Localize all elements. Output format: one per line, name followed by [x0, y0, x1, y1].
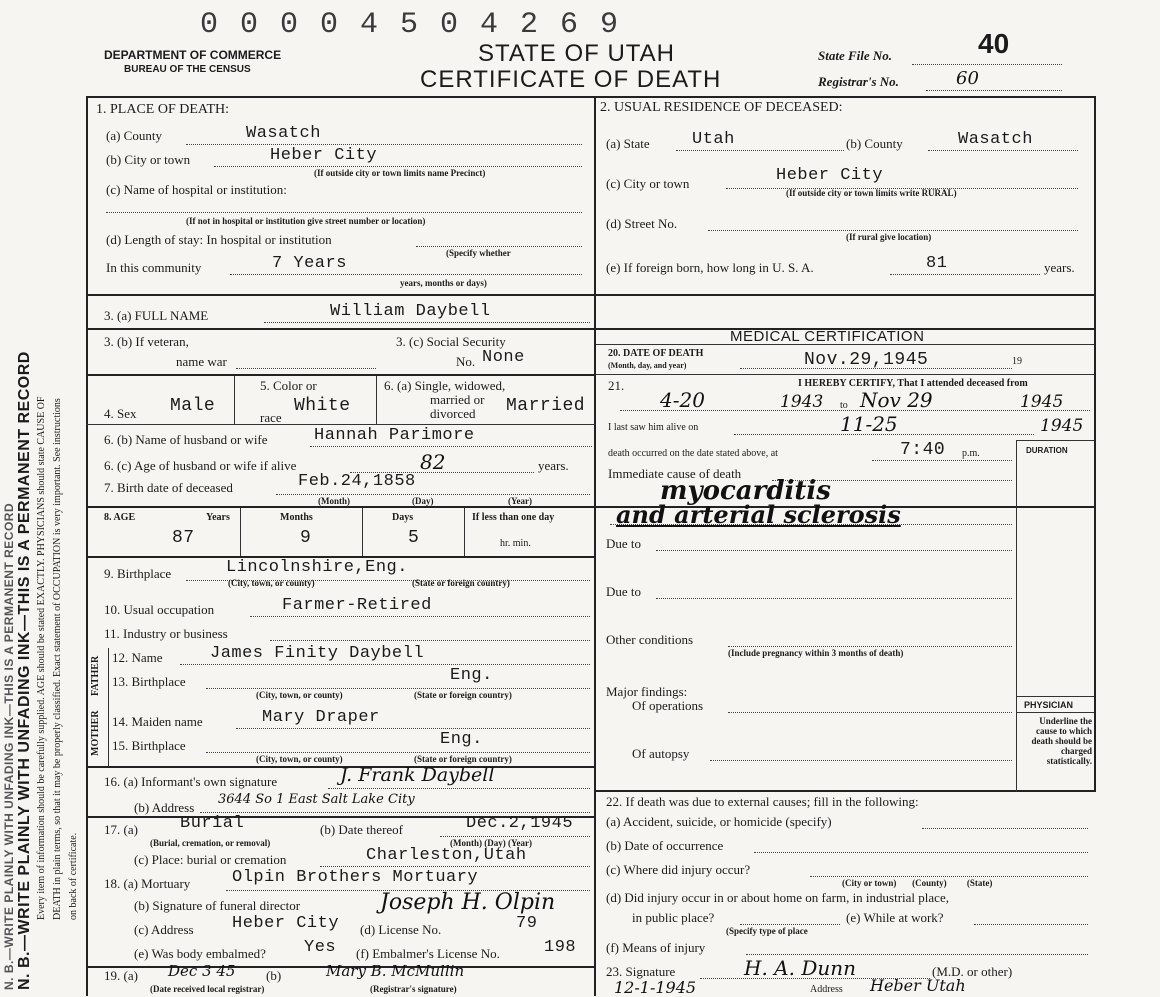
burial-date-label: (b) Date thereof — [320, 822, 404, 837]
received-value: Dec 3 45 — [168, 962, 236, 980]
res-city-label: (c) City or town — [606, 176, 690, 191]
sex-value: Male — [170, 396, 216, 416]
director-label: (b) Signature of funeral director — [134, 898, 301, 913]
informant-sig-label: 16. (a) Informant's own signature — [104, 774, 278, 789]
external-c: (c) Where did injury occur? — [606, 862, 751, 877]
hospital-note: (If not in hospital or institution give street number or location) — [186, 216, 426, 226]
margin-note-nb-1: N. B.—WRITE PLAINLY WITH UNFADING INK—THIS IS A PERMANENT RECORD — [2, 502, 16, 990]
hospital-line — [106, 212, 582, 213]
age-years: 87 — [172, 528, 195, 548]
county-label: (a) County — [106, 128, 162, 143]
mother-birthplace-line — [206, 752, 590, 753]
race-label: race — [260, 410, 282, 425]
color-label: 5. Color or — [260, 378, 317, 393]
frame-right — [1094, 96, 1096, 791]
frame-left — [86, 96, 88, 996]
physician-top — [1016, 696, 1094, 697]
burial-place-label: (c) Place: burial or cremation — [134, 852, 287, 867]
external-e-line — [974, 924, 1088, 925]
stay-label: (d) Length of stay: In hospital or institution — [106, 232, 332, 247]
row-divider-1 — [86, 294, 1096, 296]
last-saw-label: I last saw him alive on — [608, 422, 699, 433]
serial-number: 0 0 0 0 4 5 0 4 2 6 9 — [200, 8, 621, 42]
due-to-2-line — [656, 598, 1012, 599]
physician-sig-label: 23. Signature — [606, 964, 676, 979]
mortuary-addr-label: (c) Address — [134, 922, 194, 937]
burial-value: Burial — [180, 814, 245, 833]
embalmed-label: (e) Was body embalmed? — [134, 946, 266, 961]
birthplace-city-note: (City, town, or county) — [228, 578, 315, 588]
attended-from-year: 1943 — [780, 392, 824, 412]
father-bp-city-note: (City, town, or county) — [256, 690, 343, 700]
community-label: In this community — [106, 260, 202, 275]
mortuary-value: Olpin Brothers Mortuary — [232, 868, 479, 887]
war-label: name war — [176, 354, 227, 369]
external-d: (d) Did injury occur in or about home on farm, in industrial place, — [606, 890, 949, 905]
mother-birthplace-label: 15. Birthplace — [112, 738, 186, 753]
physician-date: 12-1-1945 — [614, 978, 697, 997]
county-value: Wasatch — [246, 124, 321, 143]
mother-name-value: Mary Draper — [262, 708, 380, 727]
registrar-sig-label: (b) — [266, 968, 282, 983]
external-d-note: (Specify type of place — [726, 926, 808, 936]
frame-center — [594, 96, 596, 996]
margin-note-1: Every item of information should be carefully supplied. AGE should be stated EXACTLY. PHYSICIANS should state CAUSE OF — [36, 396, 47, 920]
birthplace-label: 9. Birthplace — [104, 566, 172, 581]
stay-line — [416, 246, 582, 247]
external-d2-line — [740, 924, 840, 925]
veteran-label: 3. (b) If veteran, — [104, 334, 189, 349]
res-state-value: Utah — [692, 130, 735, 149]
full-name-value: William Daybell — [330, 302, 491, 321]
physician-note: Underline the cause to which death should be charged statistically. — [1031, 716, 1092, 766]
external-heading: 22. If death was due to external causes; fill in the following: — [606, 794, 919, 809]
received-label: 19. (a) — [104, 968, 138, 983]
row-divider-dod — [596, 374, 1094, 375]
ss-value: None — [482, 348, 525, 367]
burial-place-line — [320, 866, 590, 867]
operations-line — [728, 712, 1012, 713]
dod-label: 20. DATE OF DEATH — [608, 348, 704, 359]
father-side-label: FATHER — [90, 655, 101, 696]
registrar-no-line — [926, 90, 1062, 91]
res-city-note: (If outside city or town limits write RURAL) — [786, 188, 957, 198]
state-file-line — [912, 64, 1062, 65]
external-c-line — [810, 876, 1088, 877]
age-div-3 — [464, 508, 465, 556]
parents-bracket — [108, 648, 109, 766]
occupation-label: 10. Usual occupation — [104, 602, 215, 617]
father-name-label: 12. Name — [112, 650, 163, 665]
bureau-label: BUREAU OF THE CENSUS — [124, 64, 251, 75]
certificate-title: CERTIFICATE OF DEATH — [420, 66, 722, 93]
marital-value: Married — [506, 396, 586, 416]
duration-col — [1016, 440, 1017, 792]
mother-side-label: MOTHER — [90, 710, 101, 756]
color-divider — [376, 376, 377, 424]
certify-num: 21. — [608, 378, 625, 393]
birthdate-line — [276, 494, 590, 495]
external-c-note: (City or town) (County) (State) — [842, 878, 993, 888]
due-to-1-line — [656, 550, 1012, 551]
age-lessday-header: If less than one day — [472, 512, 555, 523]
dod-note: (Month, day, and year) — [608, 361, 687, 370]
birthdate-value: Feb.24,1858 — [298, 472, 416, 491]
father-birthplace-value: Eng. — [450, 666, 493, 685]
embalmer-license-label: (f) Embalmer's License No. — [356, 946, 500, 961]
spouse-age-value: 82 — [420, 450, 446, 474]
physician-addr-label: Address — [810, 984, 843, 995]
license-value: 79 — [516, 914, 538, 933]
age-years-header: Years — [206, 512, 230, 523]
registrar-no-label: Registrar's No. — [818, 74, 899, 89]
row-divider-external — [596, 790, 1096, 792]
dod-19: 19 — [1012, 356, 1022, 367]
city-value: Heber City — [270, 146, 378, 165]
war-line — [236, 368, 376, 369]
burial-date-value: Dec.2,1945 — [466, 814, 574, 833]
marital-label-1: 6. (a) Single, widowed, — [384, 378, 506, 393]
mortuary-addr-value: Heber City — [232, 914, 340, 933]
industry-line — [270, 640, 590, 641]
occurred-line — [872, 460, 1012, 461]
external-f: (f) Means of injury — [606, 940, 706, 955]
year-note: (Year) — [508, 496, 532, 506]
res-foreign-value: 81 — [926, 254, 948, 273]
occupation-value: Farmer-Retired — [282, 596, 432, 615]
full-name-label: 3. (a) FULL NAME — [104, 308, 209, 323]
external-e: (e) While at work? — [846, 910, 944, 925]
race-value: White — [294, 396, 351, 416]
sex-label: 4. Sex — [104, 406, 137, 421]
external-a: (a) Accident, suicide, or homicide (specify) — [606, 814, 832, 829]
res-state-line — [676, 150, 844, 151]
physician-header: PHYSICIAN — [1024, 700, 1074, 710]
other-conditions-note: (Include pregnancy within 3 months of death) — [728, 648, 904, 658]
informant-addr-value: 3644 So 1 East Salt Lake City — [218, 792, 415, 807]
res-county-value: Wasatch — [958, 130, 1033, 149]
other-conditions-label: Other conditions — [606, 632, 694, 647]
margin-note-3: on back of certificate. — [68, 832, 79, 920]
specify-note: (Specify whether — [446, 248, 511, 258]
embalmed-value: Yes — [304, 938, 337, 957]
community-line — [230, 274, 582, 275]
sex-divider — [234, 376, 235, 424]
birthdate-label: 7. Birth date of deceased — [104, 480, 233, 495]
death-time: 7:40 — [900, 440, 946, 460]
res-county-line — [928, 150, 1078, 151]
attended-to-year: 1945 — [1020, 392, 1064, 412]
due-to-2-label: Due to — [606, 584, 642, 599]
license-label: (d) License No. — [360, 922, 442, 937]
father-bp-state-note: (State or foreign country) — [414, 690, 512, 700]
medical-heading: MEDICAL CERTIFICATION — [730, 328, 925, 345]
received-note: (Date received local registrar) — [150, 984, 265, 994]
dod-value: Nov.29,1945 — [804, 350, 929, 370]
dept-label: DEPARTMENT OF COMMERCE — [104, 48, 282, 62]
last-saw-year: 1945 — [1040, 416, 1084, 436]
marital-label-3: divorced — [430, 406, 476, 421]
other-conditions-line — [728, 646, 1012, 647]
occupation-line — [250, 616, 590, 617]
director-signature: Joseph H. Olpin — [380, 890, 556, 915]
duration-header: DURATION — [1026, 446, 1068, 455]
res-foreign-label: (e) If foreign born, how long in U. S. A. — [606, 260, 814, 275]
res-street-line — [708, 230, 1078, 231]
age-div-2 — [362, 508, 363, 556]
state-file-value: 40 — [978, 28, 1010, 59]
registrar-signature: Mary B. McMullin — [326, 962, 465, 980]
place-of-death-heading: 1. PLACE OF DEATH: — [96, 102, 230, 117]
mother-name-line — [236, 728, 590, 729]
external-b-line — [754, 852, 1088, 853]
hr-min: hr. min. — [500, 538, 531, 549]
burial-num: 17. (a) — [104, 822, 138, 837]
cause-line-1: myocarditis — [660, 476, 831, 506]
month-note: (Month) — [318, 496, 350, 506]
state-file-label: State File No. — [818, 48, 893, 63]
burial-date-note: (Month) (Day) (Year) — [450, 838, 532, 848]
burial-date-line — [440, 836, 590, 837]
registrar-sig-note: (Registrar's signature) — [370, 984, 457, 994]
row-divider-name — [86, 328, 1096, 330]
res-foreign-line — [890, 274, 1040, 275]
age-months: 9 — [300, 528, 312, 548]
marital-label-2: married or — [430, 392, 485, 407]
margin-note-2: DEATH in plain terms, so that it may be properly classified. Exact statement of OCCUPATION is very important. See instructions — [52, 398, 63, 920]
physician-addr: Heber Utah — [870, 976, 966, 995]
mother-bp-state-note: (State or foreign country) — [414, 754, 512, 764]
sex-bottom — [86, 424, 596, 425]
city-label: (b) City or town — [106, 152, 191, 167]
due-to-1-label: Due to — [606, 536, 642, 551]
attended-from: 4-20 — [660, 388, 705, 412]
operations-label: Of operations — [632, 698, 704, 713]
ymd-note: years, months or days) — [400, 278, 487, 288]
spouse-line — [310, 446, 592, 447]
spouse-age-label: 6. (c) Age of husband or wife if alive — [104, 458, 297, 473]
death-pm: p.m. — [962, 448, 980, 459]
mother-name-label: 14. Maiden name — [112, 714, 203, 729]
city-line — [214, 166, 582, 167]
duration-top — [1016, 440, 1094, 441]
res-county-label: (b) County — [846, 136, 903, 151]
to-label: to — [840, 400, 848, 411]
informant-addr-line — [200, 812, 590, 813]
informant-sig-line — [328, 788, 590, 789]
age-days: 5 — [408, 528, 420, 548]
spouse-label: 6. (b) Name of husband or wife — [104, 432, 268, 447]
residence-heading: 2. USUAL RESIDENCE OF DECEASED: — [600, 100, 843, 115]
ss-no-label: No. — [456, 354, 476, 369]
age-label: 8. AGE — [104, 512, 136, 523]
physician-signature: H. A. Dunn — [744, 956, 856, 980]
external-a-line — [922, 828, 1088, 829]
certify-text: I HEREBY CERTIFY, That I attended deceased from — [798, 378, 1028, 389]
res-years-label: years. — [1044, 260, 1075, 275]
informant-signature: J. Frank Daybell — [340, 764, 495, 786]
res-state-label: (a) State — [606, 136, 650, 151]
res-street-label: (d) Street No. — [606, 216, 678, 231]
autopsy-label: Of autopsy — [632, 746, 690, 761]
autopsy-line — [710, 760, 1012, 761]
age-div-1 — [240, 508, 241, 556]
mother-birthplace-value: Eng. — [440, 730, 483, 749]
birthplace-value: Lincolnshire,Eng. — [226, 558, 408, 577]
attended-to: Nov 29 — [860, 388, 933, 412]
external-d2: in public place? — [632, 910, 715, 925]
city-note: (If outside city or town limits name Precinct) — [314, 168, 486, 178]
father-birthplace-label: 13. Birthplace — [112, 674, 186, 689]
row-divider-veteran — [86, 374, 596, 376]
res-street-note: (If rural give location) — [846, 232, 932, 242]
occurred-label: death occurred on the date stated above, at — [608, 448, 778, 459]
burial-place-value: Charleston,Utah — [366, 846, 527, 865]
father-name-value: James Finity Daybell — [210, 644, 425, 663]
father-birthplace-line — [206, 688, 590, 689]
mortuary-label: 18. (a) Mortuary — [104, 876, 191, 891]
day-note: (Day) — [412, 496, 434, 506]
birthplace-state-note: (State or foreign country) — [412, 578, 510, 588]
age-days-header: Days — [392, 512, 414, 523]
last-saw-value: 11-25 — [840, 412, 898, 436]
spouse-years-label: years. — [538, 458, 569, 473]
informant-addr-label: (b) Address — [134, 800, 195, 815]
age-months-header: Months — [280, 512, 313, 523]
county-line — [186, 144, 582, 145]
cause-line-2: and arterial sclerosis — [616, 500, 901, 529]
state-heading: STATE OF UTAH — [478, 40, 675, 67]
margin-note-nb-2: N. B.—WRITE PLAINLY WITH UNFADING INK—THIS IS A PERMANENT RECORD — [16, 351, 33, 990]
father-name-line — [180, 664, 590, 665]
physician-md-label: (M.D. or other) — [932, 964, 1013, 979]
embalmer-license-value: 198 — [544, 938, 577, 957]
ss-label: 3. (c) Social Security — [396, 334, 506, 349]
full-name-line — [264, 322, 590, 323]
spouse-value: Hannah Parimore — [314, 426, 475, 445]
physician-bottom — [1016, 712, 1094, 713]
community-value: 7 Years — [272, 254, 347, 273]
row-divider-age-top — [86, 506, 1096, 508]
burial-note: (Burial, cremation, or removal) — [150, 838, 271, 848]
hospital-label: (c) Name of hospital or institution: — [106, 182, 287, 197]
res-city-value: Heber City — [776, 166, 884, 185]
industry-label: 11. Industry or business — [104, 626, 228, 641]
external-b: (b) Date of occurrence — [606, 838, 724, 853]
major-findings-label: Major findings: — [606, 684, 688, 699]
registrar-no-value: 60 — [956, 68, 979, 89]
mother-bp-city-note: (City, town, or county) — [256, 754, 343, 764]
immediate-cause-label: Immediate cause of death — [608, 466, 742, 481]
frame-top — [86, 96, 1096, 98]
external-f-line — [746, 954, 1088, 955]
